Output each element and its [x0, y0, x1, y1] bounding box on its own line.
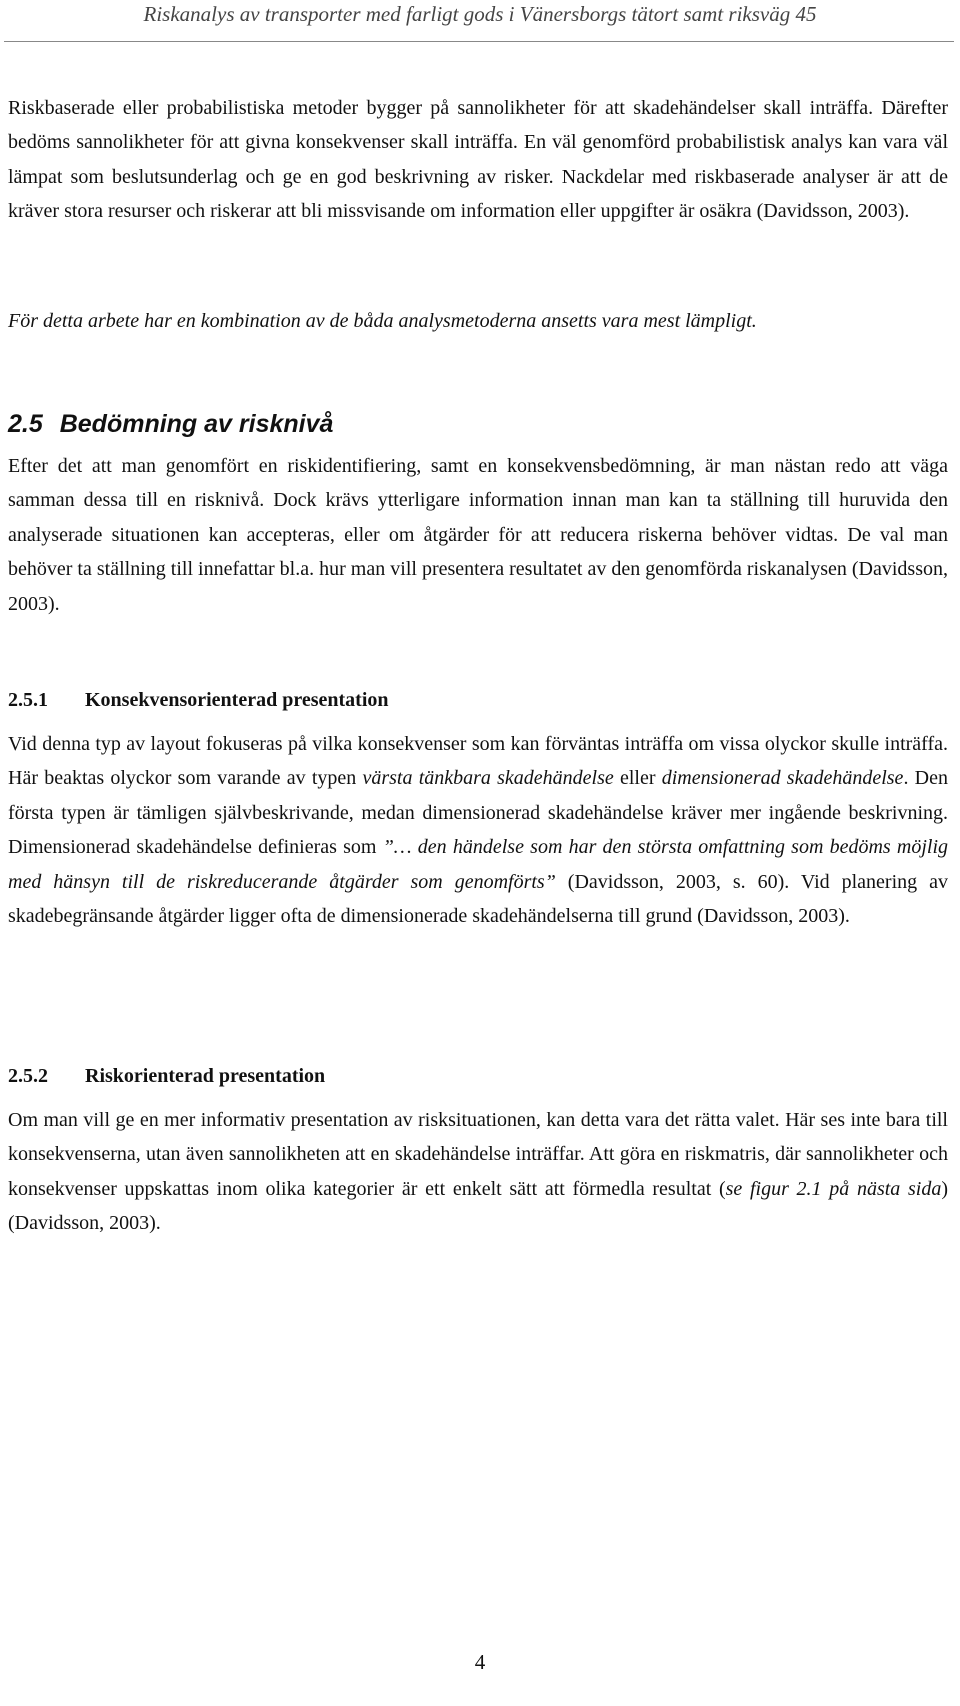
text-run: Om man vill ge en mer informativ presentation av risksituationen, kan detta vara det rätta valet. Här ses inte bara till konsekvenserna, utan även sannolikheten att en skadehändelse inträffar. Att göra en riskmatris, där sannolikheter och konsekvenser uppskattas inom olika kategorier är ett enkelt sätt att förmedla resultat ( — [8, 1109, 948, 1200]
section-number: 2.5.1 — [8, 689, 48, 711]
section-title: Riskorienterad presentation — [85, 1065, 326, 1087]
page-number: 4 — [474, 1650, 486, 1674]
running-header: Riskanalys av transporter med farligt gods i Vänersborgs tätort samt riksväg 45 — [143, 2, 817, 26]
section-number: 2.5 — [8, 410, 43, 438]
intro-paragraph: Riskbaserade eller probabilistiska metoder bygger på sannolikheter för att skadehändelser skall inträffa. Därefter bedöms sannolikheter för att givna konsekvenser skall inträffa. En väl genomförd probabilistisk analys kan vara väl lämpat som beslutsunderlag och ge en god beskrivning av risker. Nackdelar med riskbaserade analyser är att de kräver stora resurser och riskerar att bli missvisande om information eller uppgifter är osäkra (Davidsson, 2003). — [8, 97, 948, 223]
section-heading-2-5-2 — [8, 1059, 325, 1093]
italic-term: värsta tänkbara skadehändelse — [362, 767, 614, 790]
italic-term: dimensionerad skadehändelse — [661, 767, 904, 790]
section-2-5-1-paragraph — [8, 727, 948, 933]
intro-conclusion-paragraph: För detta arbete har en kombination av de båda analysmetoderna ansetts vara mest lämpligt. — [8, 310, 757, 332]
section-2-5-paragraph: Efter det att man genomfört en riskidentifiering, samt en konsekvensbedömning, är man nästan redo att väga samman dessa till en risknivå. Dock krävs ytterligare information innan man kan ta ställning till huruvida den analyserade situationen kan accepteras, eller om åtgärder för att reducera riskerna behöver vidtas. De val man behöver ta ställning till innefattar bl.a. hur man vill presentera resultatet av den genomförda riskanalysen (Davidsson, 2003). — [8, 455, 948, 615]
section-2-5-2-paragraph — [8, 1103, 948, 1241]
italic-reference: se figur 2.1 på nästa sida — [725, 1177, 942, 1200]
text-run: (Davidsson, 2003, s. 60). Vid planering av skadebegränsande åtgärder ligger ofta de dimensionerade skadehändelserna till grund (Davidsson, 2003). — [8, 870, 948, 928]
text-run: . Den första typen är tämligen självbeskrivande, medan dimensionerad skadehändelse kräver mer ingående beskrivning. Dimensionerad skadehändelse definieras som — [8, 767, 948, 859]
text-run: ) (Davidsson, 2003). — [8, 1177, 948, 1235]
header-rule — [4, 41, 954, 42]
italic-quote: ”… den händelse som har den största omfattning som bedöms möjlig med hänsyn till de riskreducerande åtgärder som genomförts” — [8, 836, 949, 893]
section-title: Konsekvensorienterad presentation — [85, 689, 389, 711]
section-number: 2.5.2 — [8, 1065, 48, 1087]
text-run: Vid denna typ av layout fokuseras på vilka konsekvenser som kan förväntas inträffa om vissa olyckor skulle inträffa. Här beaktas olyckor som varande av typen — [8, 733, 948, 790]
section-heading-2-5-1 — [8, 683, 389, 717]
text-run: eller — [613, 767, 662, 790]
section-heading-2-5 — [8, 404, 333, 444]
section-title: Bedömning av risknivå — [59, 410, 334, 438]
